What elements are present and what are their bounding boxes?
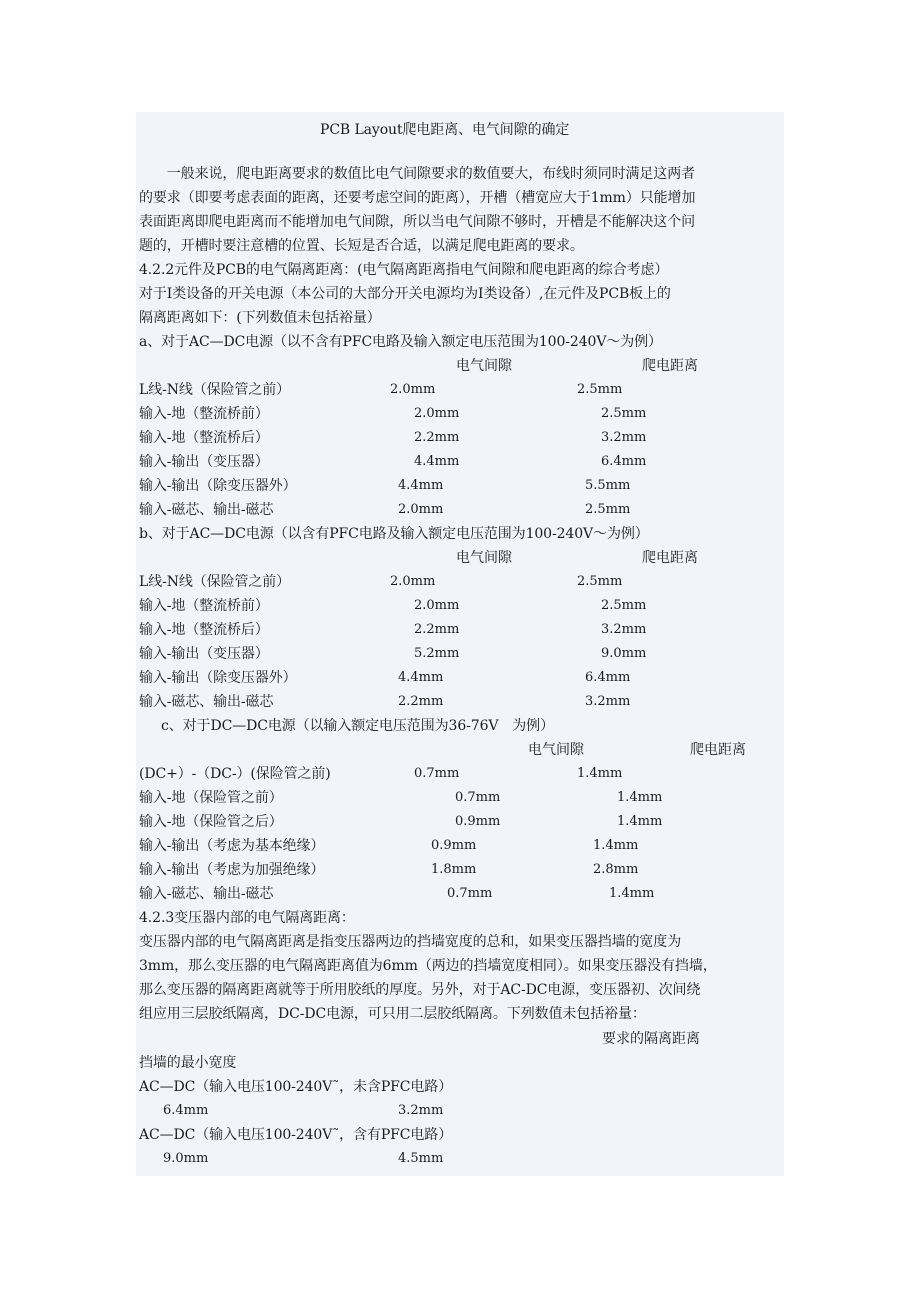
page-title: PCB Layout爬电距离、电气间隙的确定 (320, 122, 570, 138)
row-clearance: 0.7mm (447, 886, 493, 901)
row-creepage: 6.4mm (601, 454, 647, 469)
row-label: AC—DC（输入电压100-240V˜，未含PFC电路） (139, 1079, 453, 1095)
row-creepage: 1.4mm (609, 886, 655, 901)
row-clearance: 0.9mm (455, 814, 501, 829)
paragraph-line: 对于Ⅰ类设备的开关电源（本公司的大部分开关电源均为Ⅰ类设备）,在元件及PCB板上的 (139, 286, 671, 302)
table-b-header-clearance: 电气间隙 (456, 550, 512, 566)
row-creepage: 2.5mm (585, 502, 631, 517)
intro-line: 一般来说，爬电距离要求的数值比电气间隙要求的数值要大，布线时须同时满足这两者 (139, 166, 695, 182)
row-clearance: 2.0mm (390, 574, 436, 589)
row-label: L线-N线（保险管之前） (139, 382, 291, 398)
table-a-header-clearance: 电气间隙 (456, 358, 512, 374)
row-creepage: 1.4mm (577, 766, 623, 781)
row-label: 输入-输出（除变压器外） (139, 478, 297, 494)
row-required: 9.0mm (163, 1151, 209, 1166)
row-label: 输入-输出（考虑为基本绝缘） (139, 838, 325, 854)
row-label: 输入-地（整流桥后） (139, 430, 269, 446)
row-creepage: 5.5mm (585, 478, 631, 493)
paragraph-line: 3mm，那么变压器的电气隔离距离值为6mm（两边的挡墙宽度相同）。如果变压器没有挡墙， (139, 958, 717, 974)
row-label: 输入-输出（变压器） (139, 646, 269, 662)
row-creepage: 2.5mm (601, 406, 647, 421)
row-creepage: 2.5mm (601, 598, 647, 613)
row-creepage: 1.4mm (593, 838, 639, 853)
row-clearance: 5.2mm (414, 646, 460, 661)
row-label: 输入-输出（考虑为加强绝缘） (139, 862, 325, 878)
row-creepage: 3.2mm (601, 622, 647, 637)
row-clearance: 0.7mm (455, 790, 501, 805)
row-label: AC—DC（输入电压100-240V˜，含有PFC电路） (139, 1127, 453, 1143)
row-creepage: 6.4mm (585, 670, 631, 685)
row-label: L线-N线（保险管之前） (139, 574, 291, 590)
transformer-header-required: 要求的隔离距离 (602, 1031, 700, 1047)
row-label: 输入-磁芯、输出-磁芯 (139, 502, 274, 518)
intro-line: 题的，开槽时要注意槽的位置、长短是否合适，以满足爬电距离的要求。 (139, 238, 584, 254)
row-label: 输入-地（整流桥后） (139, 622, 269, 638)
intro-line: 的要求（即要考虑表面的距离，还要考虑空间的距离），开槽（槽宽应大于1mm）只能增加 (139, 190, 696, 206)
transformer-header-wall: 挡墙的最小宽度 (139, 1055, 237, 1071)
row-label: 输入-磁芯、输出-磁芯 (139, 694, 274, 710)
row-creepage: 2.5mm (577, 382, 623, 397)
table-c-header-creepage: 爬电距离 (690, 742, 746, 758)
row-creepage: 1.4mm (617, 814, 663, 829)
table-b-header-creepage: 爬电距离 (642, 550, 698, 566)
table-a-caption: a、对于AC—DC电源（以不含有PFC电路及输入额定电压范围为100-240V～为例） (139, 334, 662, 350)
row-clearance: 4.4mm (398, 478, 444, 493)
table-c-header-clearance: 电气间隙 (528, 742, 584, 758)
paragraph-line: 组应用三层胶纸隔离，DC-DC电源，可只用二层胶纸隔离。下列数值未包括裕量： (139, 1006, 646, 1022)
table-a-header-creepage: 爬电距离 (642, 358, 698, 374)
row-clearance: 2.2mm (414, 430, 460, 445)
row-clearance: 2.0mm (414, 598, 460, 613)
intro-line: 表面距离即爬电距离而不能增加电气间隙，所以当电气间隙不够时，开槽是不能解决这个问 (139, 214, 695, 230)
row-clearance: 2.0mm (414, 406, 460, 421)
row-creepage: 2.5mm (577, 574, 623, 589)
row-label: 输入-地（保险管之后） (139, 814, 283, 830)
paragraph-line: 变压器内部的电气隔离距离是指变压器两边的挡墙宽度的总和，如果变压器挡墙的宽度为 (139, 934, 682, 950)
row-clearance: 2.2mm (414, 622, 460, 637)
row-creepage: 2.8mm (593, 862, 639, 877)
row-label: 输入-输出（除变压器外） (139, 670, 297, 686)
row-label: (DC+）-（DC-）(保险管之前) (139, 766, 331, 782)
row-clearance: 2.0mm (390, 382, 436, 397)
row-clearance: 0.9mm (431, 838, 477, 853)
row-creepage: 1.4mm (617, 790, 663, 805)
row-label: 输入-地（保险管之前） (139, 790, 283, 806)
row-clearance: 0.7mm (414, 766, 460, 781)
table-b-caption: b、对于AC—DC电源（以含有PFC电路及输入额定电压范围为100-240V～为例） (139, 526, 649, 542)
row-required: 6.4mm (163, 1103, 209, 1118)
paragraph-line: 那么变压器的隔离距离就等于所用胶纸的厚度。另外，对于AC-DC电源，变压器初、次间绕 (139, 982, 701, 998)
table-c-caption: c、对于DC—DC电源（以输入额定电压范围为36-76V 为例） (161, 718, 554, 734)
row-label: 输入-输出（变压器） (139, 454, 269, 470)
row-label: 输入-地（整流桥前） (139, 406, 269, 422)
row-clearance: 4.4mm (414, 454, 460, 469)
row-label: 输入-地（整流桥前） (139, 598, 269, 614)
row-clearance: 2.2mm (398, 694, 444, 709)
row-creepage: 9.0mm (601, 646, 647, 661)
section-heading: 4.2.2元件及PCB的电气隔离距离：(电气隔离距离指电气间隙和爬电距离的综合考虑） (139, 262, 669, 278)
row-wall: 4.5mm (398, 1151, 444, 1166)
row-clearance: 4.4mm (398, 670, 444, 685)
row-label: 输入-磁芯、输出-磁芯 (139, 886, 274, 902)
paragraph-line: 隔离距离如下：(下列数值未包括裕量） (139, 310, 381, 326)
row-clearance: 2.0mm (398, 502, 444, 517)
row-creepage: 3.2mm (601, 430, 647, 445)
row-clearance: 1.8mm (431, 862, 477, 877)
row-creepage: 3.2mm (585, 694, 631, 709)
section-heading: 4.2.3变压器内部的电气隔离距离： (139, 910, 355, 926)
row-wall: 3.2mm (398, 1103, 444, 1118)
